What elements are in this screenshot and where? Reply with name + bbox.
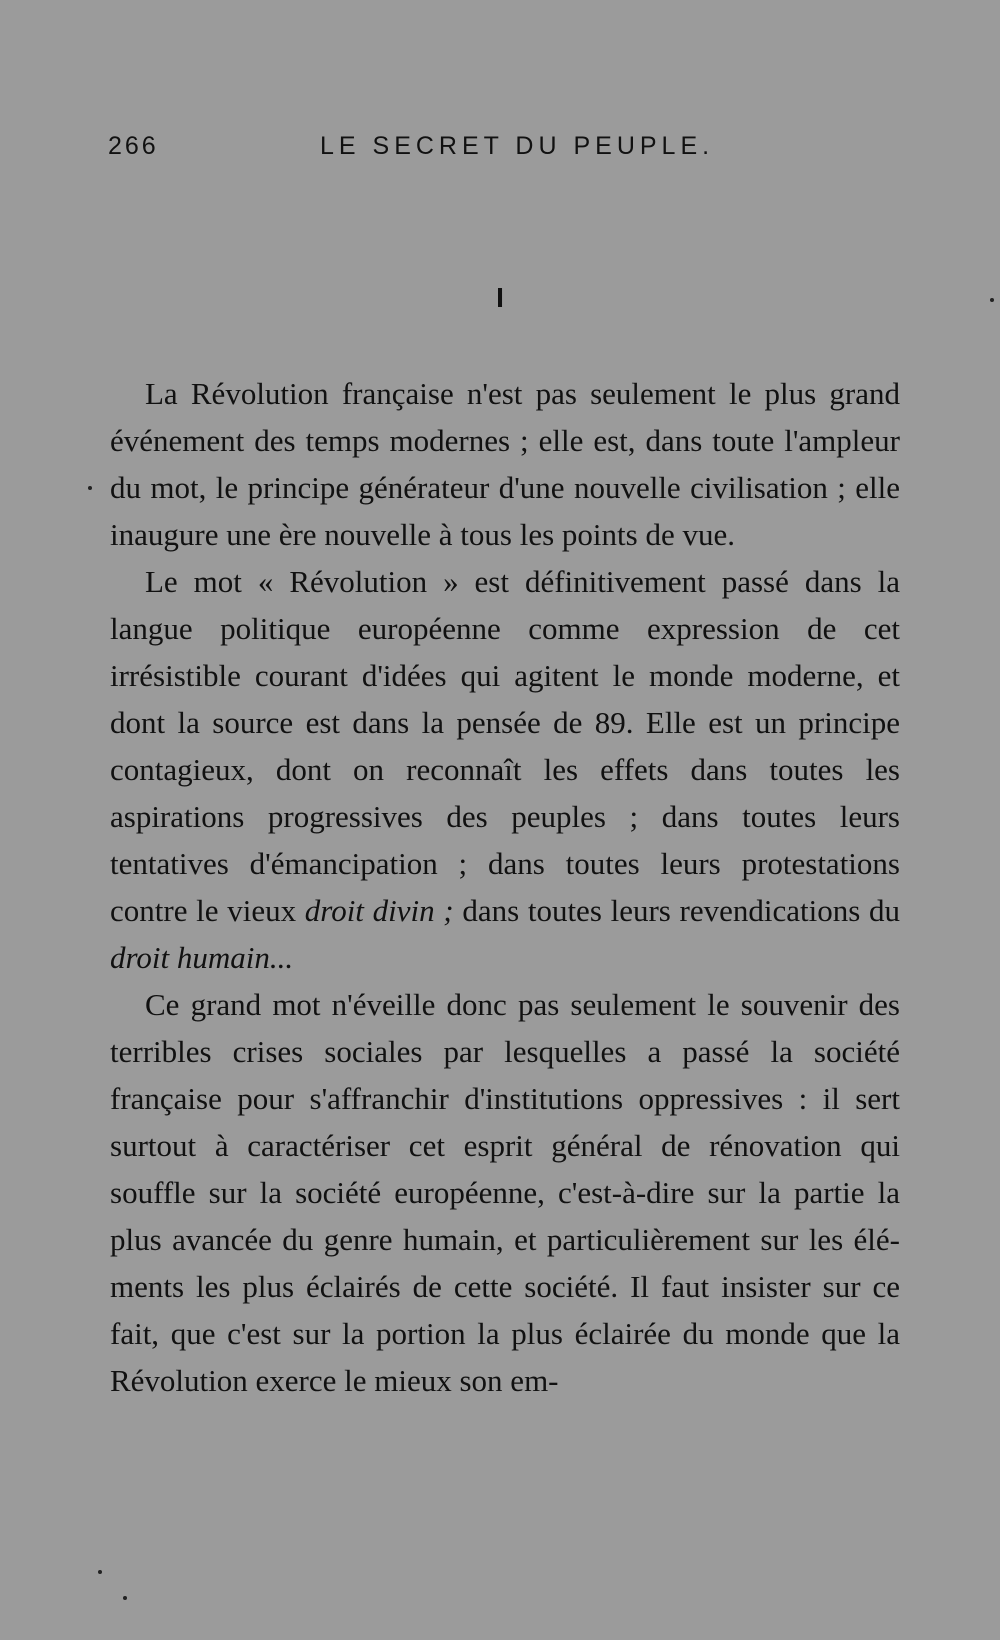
italic-droit-divin: droit divin ; — [304, 893, 454, 928]
paragraph-2-text-2: dans toutes leurs revendications du — [453, 893, 900, 928]
scan-speck — [88, 486, 92, 490]
paragraph-2 — [110, 558, 900, 981]
italic-droit-humain: droit humain... — [110, 940, 294, 975]
scan-speck — [123, 1596, 127, 1600]
paragraph-3: Ce grand mot n'éveille donc pas seulement le souvenir des terribles crises sociales par lesquelles a passé la société française pour s'affranchir d'institutions oppressives : il sert surtout à caractériser cet esprit général de rénovation qui souffle sur la société européenne, c'est-à-dire sur la partie la plus avancée du genre humain, et particulièrement sur les éléments les plus éclairés de cette société. Il faut insister sur ce fait, que c'est sur la portion la plus éclairée du monde que la Révolution exerce le mieux son em- — [110, 987, 900, 1398]
page-number: 266 — [108, 132, 159, 160]
running-title: LE SECRET DU PEUPLE. — [320, 132, 715, 160]
body-text — [110, 370, 900, 1404]
scan-speck — [98, 1570, 102, 1574]
scan-speck — [990, 298, 994, 302]
section-heading: I — [496, 282, 504, 313]
running-head — [108, 132, 898, 172]
paragraph-2-text-1: Le mot « Révolution » est définitivement passé dans la langue politique européenne comme expression de cet irrésistible courant d'idées qui agitent le monde moderne, et dont la source est dans la pensée de 89. Elle est un principe contagieux, dont on reconnaît les effets dans toutes les aspirations progressives des peuples ; dans toutes leurs tentatives d'émancipation ; dans toutes leurs protestations contre le vieux — [110, 564, 900, 928]
paragraph-1: La Révolution française n'est pas seulement le plus grand événement des temps modernes ; elle est, dans toute l'ampleur du mot, le principe générateur d'une nouvelle civilisation ; elle inaugure une ère nouvelle à tous les points de vue. — [110, 376, 900, 552]
